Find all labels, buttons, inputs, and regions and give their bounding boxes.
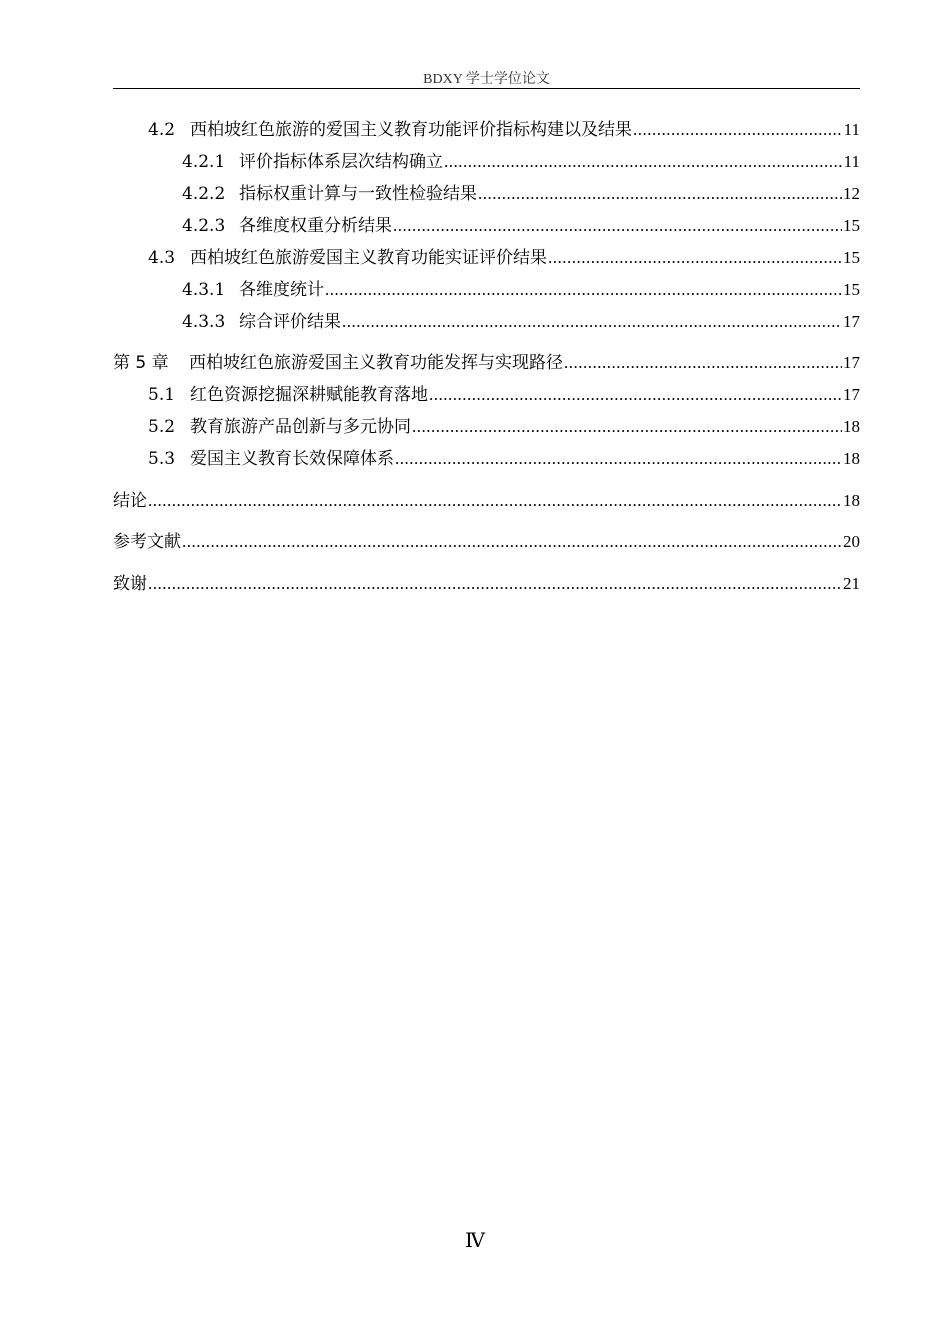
toc-title: 教育旅游产品创新与多元协同 [190, 417, 411, 437]
toc-entry-acknowledgements[interactable] [113, 573, 860, 595]
dot-leader [429, 384, 842, 406]
toc-page-number: 18 [843, 417, 860, 436]
toc-page-number: 11 [843, 120, 860, 139]
toc-page-number: 17 [843, 385, 860, 404]
dot-leader [444, 151, 843, 173]
toc-entry-4-2-1[interactable] [182, 151, 860, 173]
toc-entry-references[interactable] [113, 531, 860, 553]
toc-number: 4.2.1 [182, 152, 226, 172]
toc-page-number: 15 [843, 248, 860, 267]
dot-leader [633, 119, 843, 141]
toc-entry-4-3-3[interactable] [182, 311, 860, 333]
dot-leader [478, 183, 842, 205]
toc-page-number: 17 [843, 353, 860, 372]
dot-leader [393, 215, 842, 237]
toc-entry-4-3[interactable] [148, 247, 860, 269]
toc-title: 西柏坡红色旅游爱国主义教育功能发挥与实现路径 [189, 353, 563, 373]
toc-number: 4.2.3 [182, 216, 226, 236]
toc-page-number: 20 [843, 532, 860, 551]
toc-entry-5-1[interactable] [148, 384, 860, 406]
dot-leader [148, 490, 842, 512]
toc-number: 4.3.1 [182, 280, 226, 300]
toc-number: 4.3 [148, 248, 176, 268]
dot-leader [182, 531, 842, 553]
toc-entry-4-2[interactable] [148, 119, 860, 141]
toc-page-number: 17 [843, 312, 860, 331]
toc-entry-conclusion[interactable] [113, 490, 860, 512]
toc-title: 评价指标体系层次结构确立 [239, 152, 443, 172]
dot-leader [342, 311, 842, 333]
toc-entry-5-3[interactable] [148, 448, 860, 470]
dot-leader [548, 247, 842, 269]
toc-number: 4.2.2 [182, 184, 226, 204]
toc-page-number: 15 [843, 216, 860, 235]
toc-title: 各维度统计 [239, 280, 324, 300]
dot-leader [325, 279, 842, 301]
toc-title: 指标权重计算与一致性检验结果 [239, 184, 477, 204]
toc-number: 第 5 章 [113, 353, 169, 373]
toc-entry-chapter-5[interactable] [113, 352, 860, 374]
toc-page-number: 18 [843, 449, 860, 468]
toc-title: 爱国主义教育长效保障体系 [190, 449, 394, 469]
page-number-footer: Ⅳ [465, 1230, 485, 1252]
toc-entry-4-2-3[interactable] [182, 215, 860, 237]
toc-page-number: 15 [843, 280, 860, 299]
toc-number: 5.2 [148, 417, 176, 437]
toc-page-number: 12 [843, 184, 860, 203]
toc-page-number: 11 [843, 152, 860, 171]
toc-entry-4-3-1[interactable] [182, 279, 860, 301]
toc-number: 5.3 [148, 449, 176, 469]
toc-page-number: 21 [843, 574, 860, 593]
toc-entry-5-2[interactable] [148, 416, 860, 438]
toc-title: 综合评价结果 [239, 312, 341, 332]
toc-number: 4.2 [148, 120, 176, 140]
toc-title: 各维度权重分析结果 [239, 216, 392, 236]
running-header: BDXY 学士学位论文 [423, 72, 550, 87]
toc-title: 参考文献 [113, 532, 181, 552]
dot-leader [395, 448, 842, 470]
toc-title: 结论 [113, 491, 147, 511]
dot-leader [148, 573, 842, 595]
toc-page-number: 18 [843, 491, 860, 510]
toc-title: 西柏坡红色旅游爱国主义教育功能实证评价结果 [190, 248, 547, 268]
dot-leader [412, 416, 842, 438]
dot-leader [564, 352, 842, 374]
toc-number: 5.1 [148, 385, 176, 405]
toc-title: 致谢 [113, 574, 147, 594]
toc-entry-4-2-2[interactable] [182, 183, 860, 205]
toc-number: 4.3.3 [182, 312, 226, 332]
toc-title: 西柏坡红色旅游的爱国主义教育功能评价指标构建以及结果 [190, 120, 632, 140]
toc-title: 红色资源挖掘深耕赋能教育落地 [190, 385, 428, 405]
